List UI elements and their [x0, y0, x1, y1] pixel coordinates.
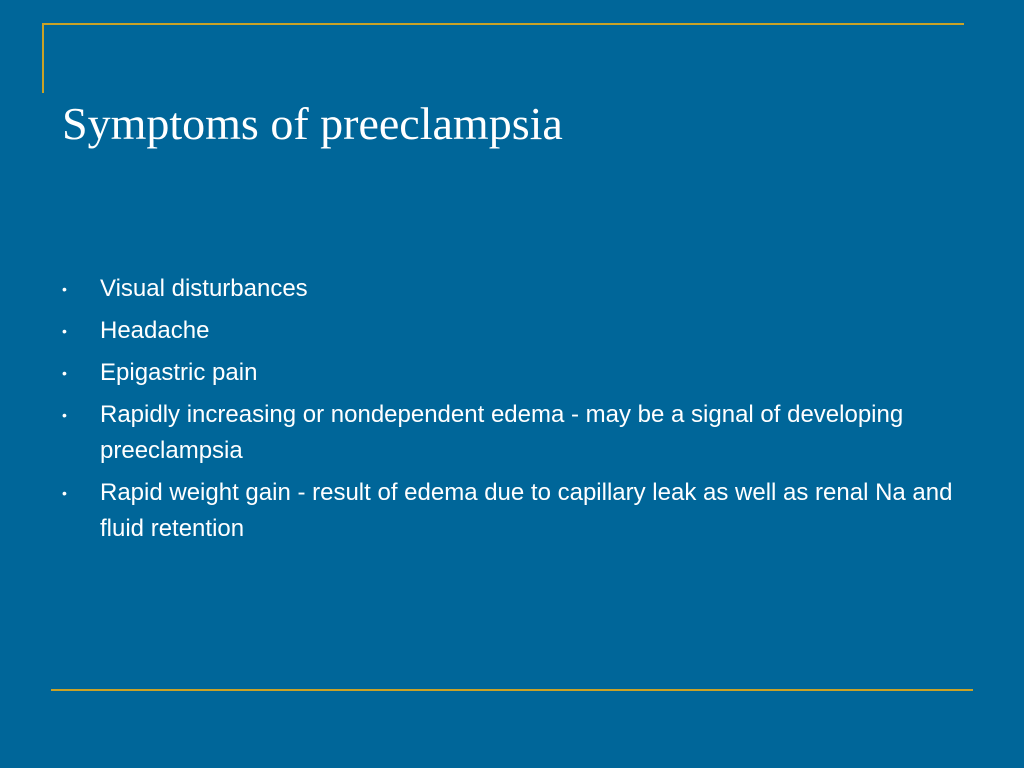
bullet-text: Rapidly increasing or nondependent edema - may be a signal of developing preeclampsia [100, 401, 904, 464]
bullet-text: Rapid weight gain - result of edema due to capillary leak as well as renal Na and fluid retention [100, 479, 953, 542]
bullet-icon: • [62, 281, 67, 297]
bullet-text: Headache [100, 317, 210, 344]
bullet-item [62, 475, 962, 547]
frame-top-line [42, 23, 964, 25]
bullet-item [62, 397, 962, 469]
bullet-icon: • [62, 407, 67, 423]
bullet-list [62, 271, 962, 553]
bullet-text: Epigastric pain [100, 359, 258, 386]
bullet-icon: • [62, 485, 67, 501]
frame-left-line [42, 23, 44, 93]
bullet-item [62, 313, 962, 349]
slide-title: Symptoms of preeclampsia [62, 98, 563, 149]
bullet-icon: • [62, 323, 67, 339]
bullet-item [62, 355, 962, 391]
frame-bottom-line [51, 689, 973, 691]
bullet-text: Visual disturbances [100, 275, 308, 302]
bullet-item [62, 271, 962, 307]
bullet-icon: • [62, 365, 67, 381]
